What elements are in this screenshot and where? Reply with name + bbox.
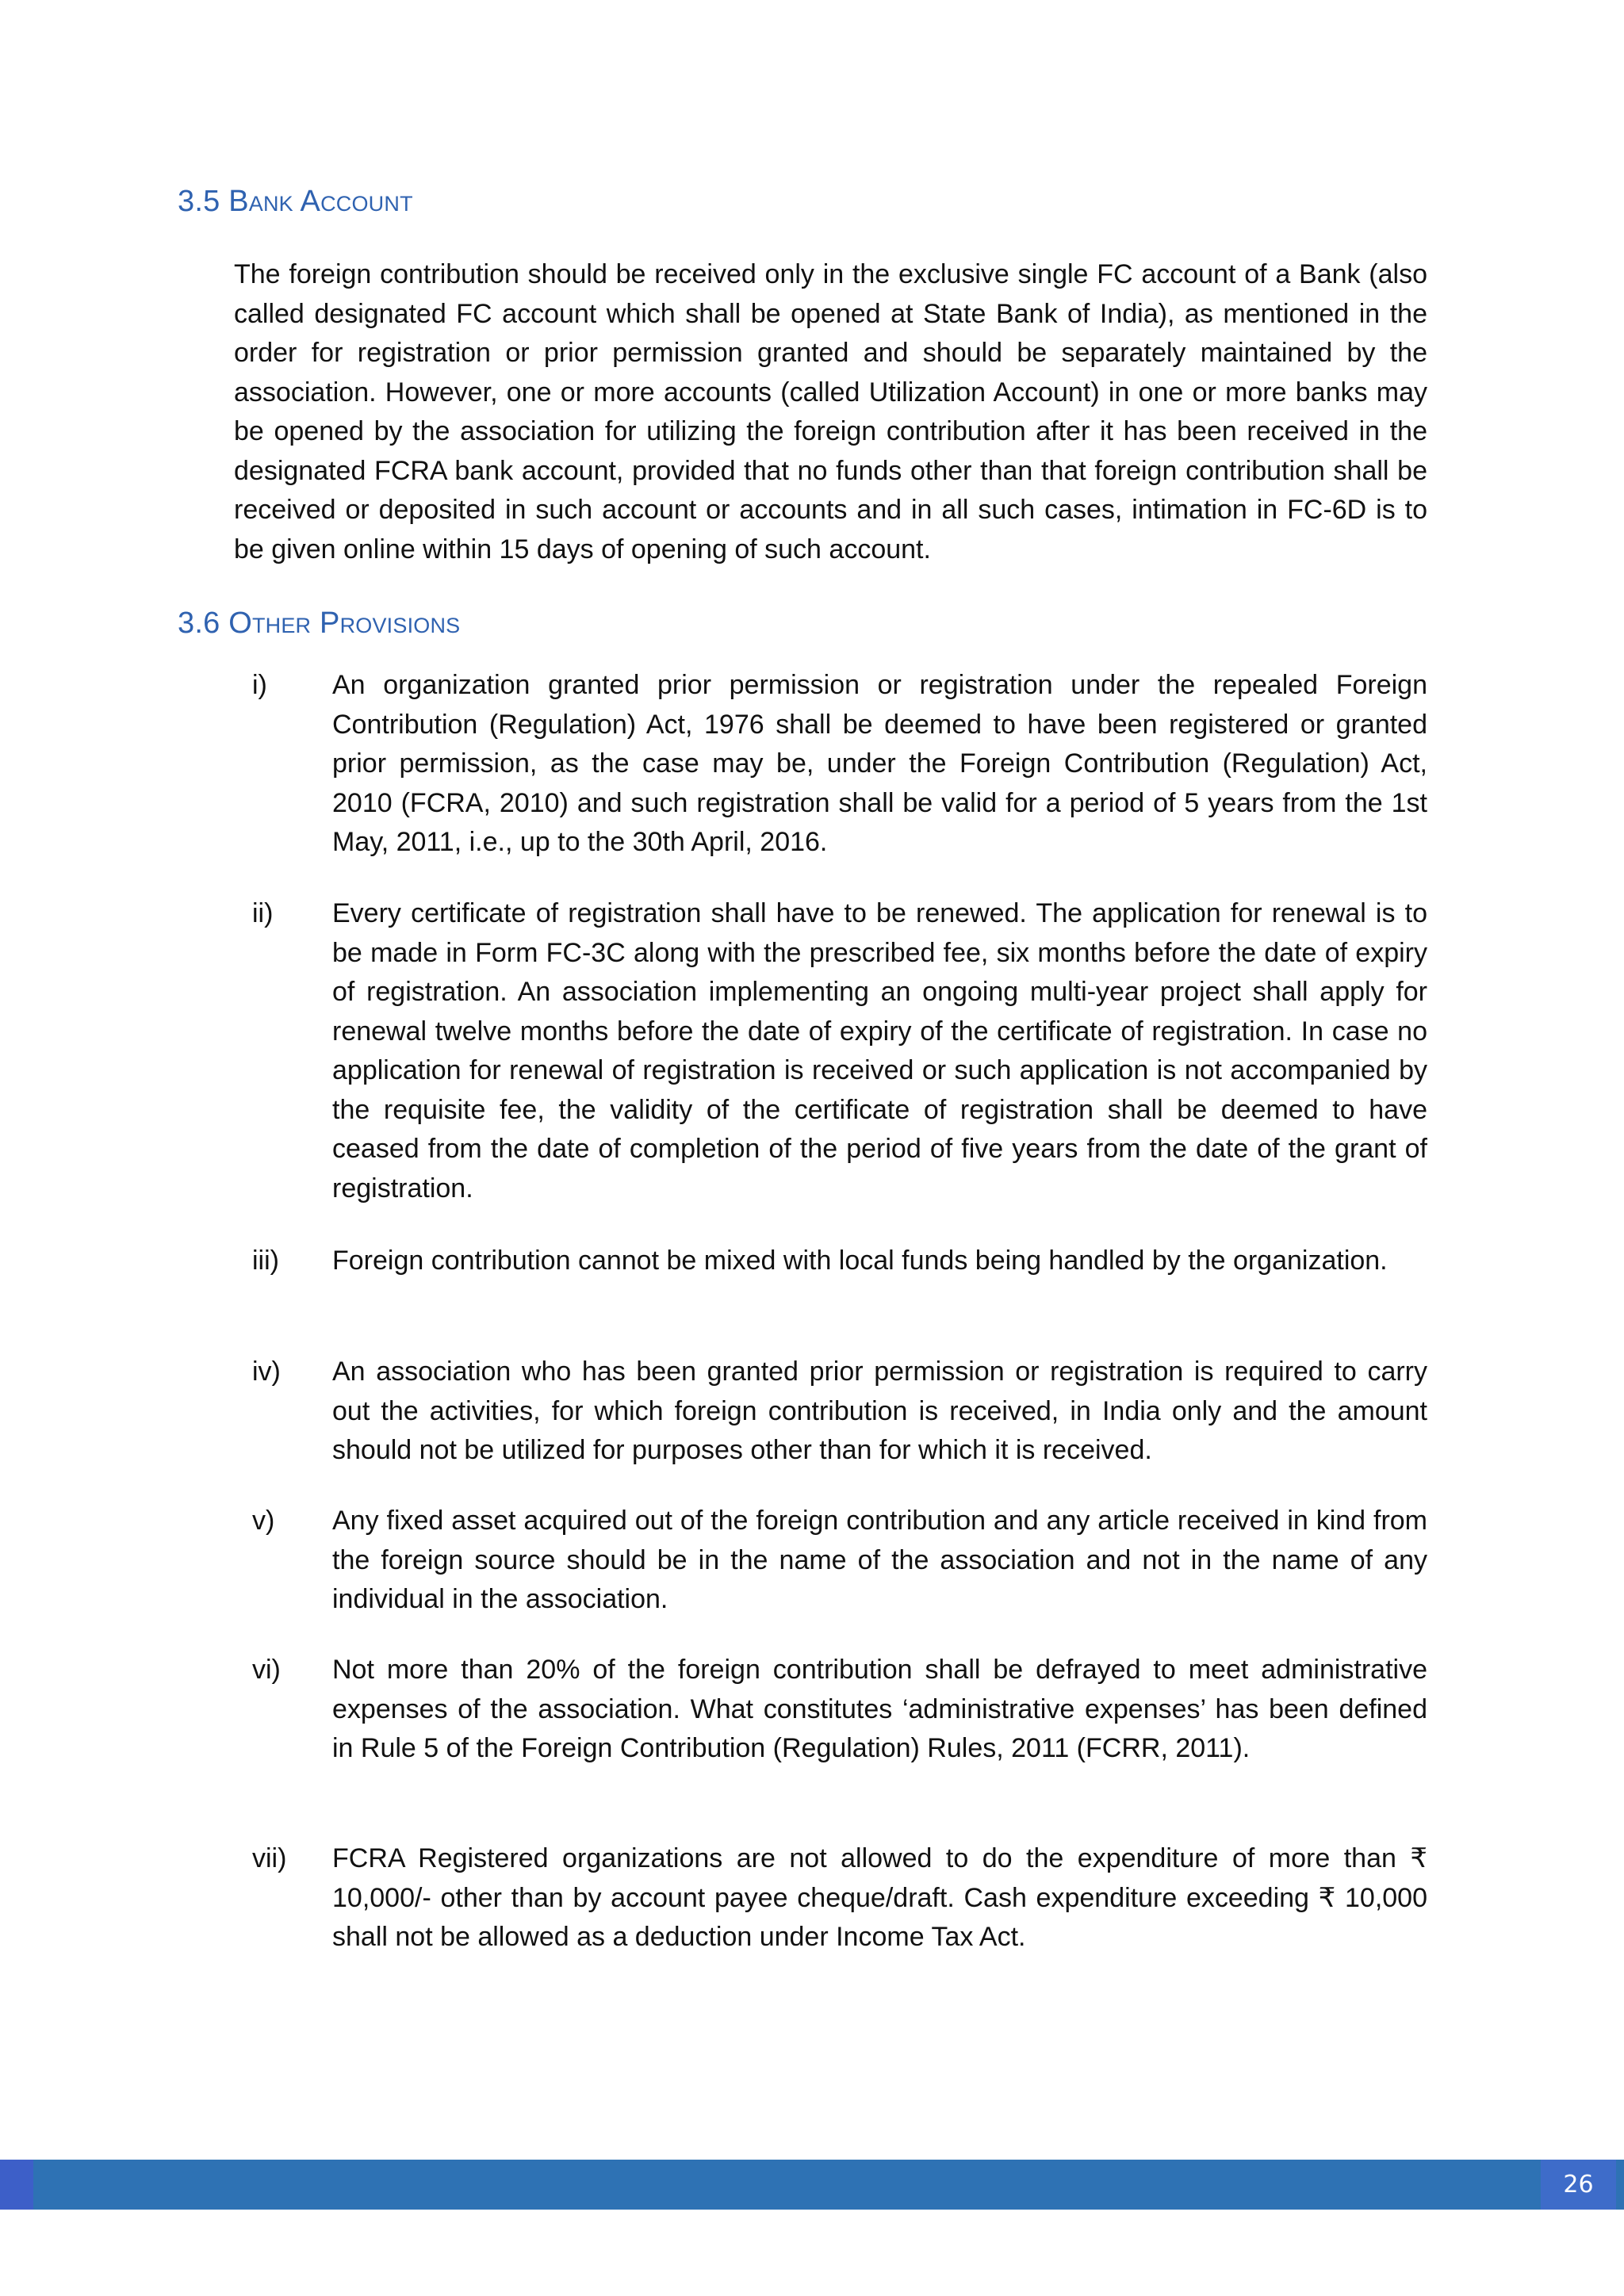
section-number: 3.5 — [178, 185, 220, 218]
provision-text: An association who has been granted prior permission or registration is required to carry out the activities, for which foreign contribution is received, in India only and the amount should not be utilized for purposes other than for which it is received. — [332, 1357, 1427, 1465]
provision-text: Foreign contribution cannot be mixed with local funds being handled by the organization. — [332, 1246, 1388, 1276]
list-marker: iv) — [252, 1357, 281, 1387]
provision-text: Every certificate of registration shall have to be renewed. The application for renewal is to be made in Form FC-3C along with the prescribed fee, six months before the date of expiry of registration. An association implementing an ongoing multi-year project shall apply for renewal twelve months before the date of expiry of the certificate of registration. In case no application for renewal of registration is received or such application is not accompanied by the requisite fee, the validity of the certificate of registration shall be deemed to have ceased from the date of completion of the period of five years from the date of the grant of registration. — [332, 898, 1427, 1203]
bank-account-paragraph: The foreign contribution should be received only in the exclusive single FC account of a Bank (also called designated FC account which shall be opened at State Bank of India), as mentioned in the order for registration or prior permission granted and should be separately maintained by the association. However, one or more accounts (called Utilization Account) in one or more banks may be opened by the association for utilizing the foreign contribution after it has been received in the designated FCRA bank account, provided that no funds other than that foreign contribution shall be received or deposited in such account or accounts and in all such cases, intimation in FC-6D is to be given online within 15 days of opening of such account. — [234, 259, 1427, 564]
section-title: Bank Account — [228, 185, 413, 218]
provision-text: FCRA Registered organizations are not allowed to do the expenditure of more than ₹ 10,000/- other than by account payee cheque/draft. Cash expenditure exceeding ₹ 10,000 shall not be allowed as a deduction under Income Tax Act. — [332, 1843, 1427, 1952]
footer-bar — [0, 2160, 1624, 2210]
page-number: 26 — [1541, 2160, 1616, 2210]
provision-text: An organization granted prior permission or registration under the repealed Foreign Contribution (Regulation) Act, 1976 shall be deemed to have been registered or granted prior permission, as the case may be, under the Foreign Contribution (Regulation) Act, 2010 (FCRA, 2010) and such registration shall be valid for a period of 5 years from the 1st May, 2011, i.e., up to the 30th April, 2016. — [332, 670, 1427, 857]
list-marker: iii) — [252, 1246, 279, 1276]
provision-text: Not more than 20% of the foreign contribution shall be defrayed to meet administrative expenses of the association. What constitutes ‘administrative expenses’ has been defined in Rule 5 of the Foreign Contribution (Regulation) Rules, 2011 (FCRR, 2011). — [332, 1655, 1427, 1763]
list-marker: ii) — [252, 898, 274, 928]
list-marker: i) — [252, 670, 267, 700]
section-heading-bank-account — [178, 184, 413, 219]
provision-text: Any fixed asset acquired out of the foreign contribution and any article received in kind from the foreign source should be in the name of the association and not in the name of any individual in the association. — [332, 1506, 1427, 1614]
section-title: Other Provisions — [228, 607, 461, 640]
list-marker: vi) — [252, 1655, 281, 1685]
section-heading-other-provisions — [178, 606, 460, 641]
footer-accent — [0, 2160, 33, 2210]
list-marker: v) — [252, 1506, 275, 1536]
section-number: 3.6 — [178, 607, 220, 640]
list-marker: vii) — [252, 1843, 287, 1873]
